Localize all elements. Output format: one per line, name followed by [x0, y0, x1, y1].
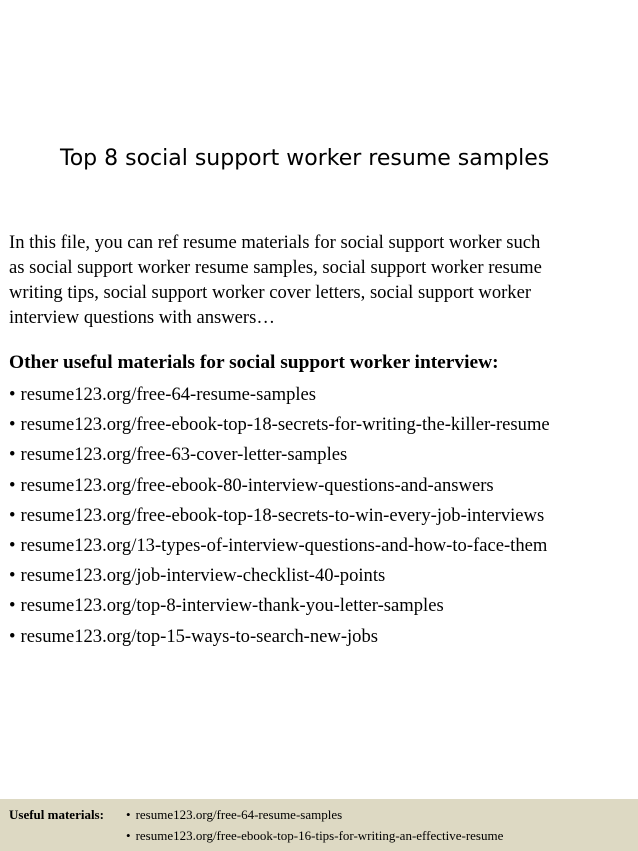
- bullet-glyph: •: [9, 384, 16, 405]
- bullet-glyph: •: [9, 625, 16, 647]
- materials-heading: Other useful materials for social support worker interview:: [9, 352, 499, 373]
- bullet-glyph: •: [9, 565, 16, 587]
- footer-link-list: [126, 804, 503, 846]
- bullet-glyph: •: [9, 504, 16, 526]
- bullet-glyph: •: [9, 595, 16, 617]
- resource-link[interactable]: resume123.org/free-ebook-top-18-secrets-for-writing-the-killer-resume: [20, 414, 550, 436]
- list-item: [9, 412, 550, 442]
- bullet-glyph: •: [9, 474, 16, 496]
- resource-link[interactable]: resume123.org/free-ebook-top-18-secrets-to-win-every-job-interviews: [20, 504, 545, 526]
- bullet-glyph: •: [9, 444, 16, 466]
- footer-bar: [0, 799, 638, 851]
- list-item: [9, 473, 550, 503]
- resource-link[interactable]: resume123.org/free-64-resume-samples: [20, 384, 317, 405]
- resource-link[interactable]: resume123.org/top-8-interview-thank-you-letter-samples: [20, 595, 444, 617]
- list-item: [9, 382, 550, 412]
- list-item: [9, 624, 550, 654]
- bullet-glyph: •: [126, 807, 131, 822]
- intro-paragraph: In this file, you can ref resume materials for social support worker such as social support worker resume samples, social support worker resume writing tips, social support worker cover letters, social support worker interview questions with answers…: [9, 232, 542, 328]
- bullet-glyph: •: [126, 828, 131, 843]
- footer-label-text: Useful materials: [9, 807, 100, 822]
- page-title: Top 8 social support worker resume samples: [60, 146, 550, 171]
- list-item: [9, 593, 550, 623]
- list-item: [9, 503, 550, 533]
- resource-link[interactable]: resume123.org/top-15-ways-to-search-new-jobs: [20, 625, 379, 647]
- footer-link[interactable]: resume123.org/free-ebook-top-16-tips-for-writing-an-effective-resume: [135, 828, 504, 843]
- list-item: [9, 442, 550, 472]
- resource-link[interactable]: resume123.org/13-types-of-interview-questions-and-how-to-face-them: [20, 534, 548, 556]
- list-item: [9, 563, 550, 593]
- resource-link[interactable]: resume123.org/job-interview-checklist-40-points: [20, 565, 386, 587]
- footer-label-colon: :: [99, 807, 104, 822]
- materials-link-list: [9, 382, 550, 654]
- footer-link[interactable]: resume123.org/free-64-resume-samples: [135, 807, 343, 822]
- list-item: [126, 804, 503, 825]
- list-item: [126, 825, 503, 846]
- bullet-glyph: •: [9, 534, 16, 556]
- resource-link[interactable]: resume123.org/free-63-cover-letter-samples: [20, 444, 348, 466]
- list-item: [9, 533, 550, 563]
- footer-label: [9, 804, 104, 825]
- resource-link[interactable]: resume123.org/free-ebook-80-interview-questions-and-answers: [20, 474, 494, 496]
- bullet-glyph: •: [9, 414, 16, 436]
